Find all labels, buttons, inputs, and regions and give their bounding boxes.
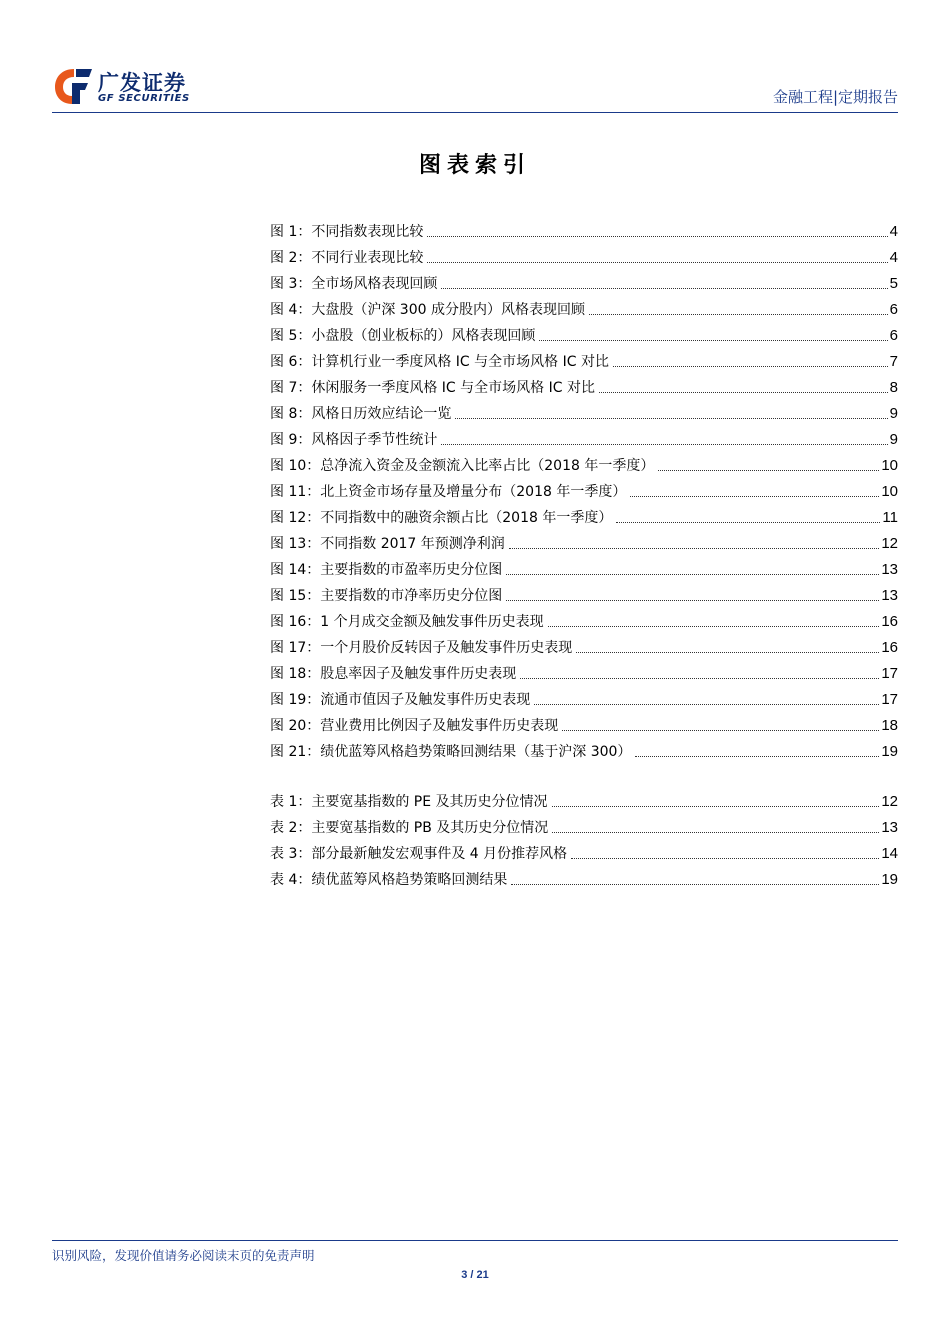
- footer-divider: [52, 1240, 898, 1241]
- gf-securities-logo: [52, 66, 212, 110]
- toc-dot-leader: [635, 756, 879, 757]
- toc-dot-leader: [548, 626, 880, 627]
- toc-entry-page: 18: [881, 717, 898, 734]
- toc-entry-figure-3[interactable]: [270, 267, 898, 293]
- toc-entry-page: 12: [881, 793, 898, 810]
- toc-dot-leader: [658, 470, 879, 471]
- toc-entry-page: 10: [881, 457, 898, 474]
- toc-entry-page: 17: [881, 665, 898, 682]
- toc-entry-page: 13: [881, 819, 898, 836]
- toc-entry-page: 17: [881, 691, 898, 708]
- toc-dot-leader: [506, 574, 879, 575]
- toc-entry-figure-17[interactable]: [270, 631, 898, 657]
- toc-entry-page: 12: [881, 535, 898, 552]
- toc-entry-page: 11: [882, 509, 898, 526]
- toc-entry-label: 图 14：主要指数的市盈率历史分位图: [270, 562, 503, 578]
- toc-entry-label: 图 16：1 个月成交金额及触发事件历史表现: [270, 614, 544, 630]
- toc-entry-figure-16[interactable]: [270, 605, 898, 631]
- toc-entry-table-2[interactable]: [270, 811, 898, 837]
- toc-entry-label: 图 9：风格因子季节性统计: [270, 432, 438, 448]
- footer-disclaimer: 识别风险，发现价值请务必阅读末页的免责声明: [52, 1248, 315, 1263]
- toc-entry-figure-9[interactable]: [270, 423, 898, 449]
- toc-dot-leader: [630, 496, 879, 497]
- toc-entry-figure-18[interactable]: [270, 657, 898, 683]
- page-header: [52, 66, 898, 114]
- toc-entry-figure-2[interactable]: [270, 241, 898, 267]
- toc-dot-leader: [455, 418, 887, 419]
- toc-entry-label: 图 6：计算机行业一季度风格 IC 与全市场风格 IC 对比: [270, 354, 609, 370]
- toc-dot-leader: [520, 678, 879, 679]
- toc-dot-leader: [534, 704, 879, 705]
- toc-entry-figure-6[interactable]: [270, 345, 898, 371]
- toc-entry-figure-4[interactable]: [270, 293, 898, 319]
- toc-dot-leader: [511, 884, 879, 885]
- toc-entry-label: 图 10：总净流入资金及金额流入比率占比（2018 年一季度）: [270, 458, 655, 474]
- toc-dot-leader: [552, 832, 879, 833]
- toc-entry-page: 7: [889, 353, 898, 370]
- toc-entry-page: 10: [881, 483, 898, 500]
- toc-entry-label: 图 18：股息率因子及触发事件历史表现: [270, 666, 517, 682]
- toc-dot-leader: [576, 652, 879, 653]
- toc-entry-label: 图 3：全市场风格表现回顾: [270, 276, 438, 292]
- toc-entry-page: 19: [881, 871, 898, 888]
- toc-entry-table-4[interactable]: [270, 863, 898, 889]
- toc-entry-figure-21[interactable]: [270, 735, 898, 761]
- toc-entry-page: 6: [889, 327, 898, 344]
- toc-dot-leader: [539, 340, 887, 341]
- toc-dot-leader: [613, 366, 888, 367]
- toc-entry-label: 图 20：营业费用比例因子及触发事件历史表现: [270, 718, 559, 734]
- toc-entry-figure-13[interactable]: [270, 527, 898, 553]
- toc-entry-page: 9: [889, 405, 898, 422]
- toc-entry-figure-5[interactable]: [270, 319, 898, 345]
- toc-dot-leader: [441, 444, 887, 445]
- toc-dot-leader: [506, 600, 879, 601]
- toc-dot-leader: [616, 522, 880, 523]
- toc-entry-page: 16: [881, 613, 898, 630]
- toc-entry-table-1[interactable]: [270, 785, 898, 811]
- toc-entry-page: 19: [881, 743, 898, 760]
- toc-entry-figure-1[interactable]: [270, 215, 898, 241]
- toc-dot-leader: [599, 392, 888, 393]
- toc-entry-figure-19[interactable]: [270, 683, 898, 709]
- toc-entry-label: 表 4：绩优蓝筹风格趋势策略回测结果: [270, 872, 508, 888]
- toc-dot-leader: [427, 262, 887, 263]
- toc-entry-figure-8[interactable]: [270, 397, 898, 423]
- toc-dot-leader: [562, 730, 879, 731]
- toc-entry-label: 图 11：北上资金市场存量及增量分布（2018 年一季度）: [270, 484, 627, 500]
- toc-entry-page: 13: [881, 587, 898, 604]
- toc-entry-label: 表 1：主要宽基指数的 PE 及其历史分位情况: [270, 794, 548, 810]
- toc-entry-label: 图 7：休闲服务一季度风格 IC 与全市场风格 IC 对比: [270, 380, 595, 396]
- toc-entry-page: 13: [881, 561, 898, 578]
- page-number: 3 / 21: [461, 1269, 489, 1281]
- toc-entry-label: 图 15：主要指数的市净率历史分位图: [270, 588, 503, 604]
- toc-entry-label: 图 1：不同指数表现比较: [270, 224, 424, 240]
- toc-entry-page: 4: [889, 223, 898, 240]
- toc-dot-leader: [509, 548, 880, 549]
- toc-entry-label: 图 5：小盘股（创业板标的）风格表现回顾: [270, 328, 536, 344]
- toc-entry-label: 表 3：部分最新触发宏观事件及 4 月份推荐风格: [270, 846, 568, 862]
- toc-dot-leader: [552, 806, 880, 807]
- toc-entry-label: 图 4：大盘股（沪深 300 成分股内）风格表现回顾: [270, 302, 585, 318]
- toc-entry-figure-7[interactable]: [270, 371, 898, 397]
- toc-dot-leader: [427, 236, 887, 237]
- header-divider: [52, 112, 898, 113]
- toc-entry-page: 14: [881, 845, 898, 862]
- table-of-figures: [270, 215, 898, 889]
- toc-entry-page: 5: [889, 275, 898, 292]
- toc-entry-label: 表 2：主要宽基指数的 PB 及其历史分位情况: [270, 820, 549, 836]
- toc-entry-label: 图 8：风格日历效应结论一览: [270, 406, 452, 422]
- section-gap: [270, 761, 898, 785]
- toc-entry-label: 图 13：不同指数 2017 年预测净利润: [270, 536, 505, 552]
- toc-entry-figure-10[interactable]: [270, 449, 898, 475]
- toc-entry-page: 16: [881, 639, 898, 656]
- toc-entry-table-3[interactable]: [270, 837, 898, 863]
- toc-entry-label: 图 2：不同行业表现比较: [270, 250, 424, 266]
- toc-entry-page: 9: [889, 431, 898, 448]
- report-type: 金融工程|定期报告: [772, 88, 898, 106]
- logo-english-name: GF SECURITIES: [98, 93, 190, 104]
- gf-logo-icon: [52, 66, 94, 106]
- page-title: 图表索引: [418, 153, 531, 178]
- toc-entry-page: 6: [889, 301, 898, 318]
- toc-entry-page: 4: [889, 249, 898, 266]
- toc-entry-figure-20[interactable]: [270, 709, 898, 735]
- toc-entry-label: 图 12：不同指数中的融资余额占比（2018 年一季度）: [270, 510, 613, 526]
- toc-dot-leader: [571, 858, 879, 859]
- toc-entry-figure-11[interactable]: [270, 475, 898, 501]
- toc-entry-label: 图 21：绩优蓝筹风格趋势策略回测结果（基于沪深 300）: [270, 744, 632, 760]
- logo-chinese-name: 广发证券: [98, 71, 186, 95]
- toc-entry-label: 图 17：一个月股价反转因子及触发事件历史表现: [270, 640, 573, 656]
- toc-entry-figure-12[interactable]: [270, 501, 898, 527]
- toc-entry-figure-15[interactable]: [270, 579, 898, 605]
- toc-dot-leader: [589, 314, 888, 315]
- toc-entry-page: 8: [889, 379, 898, 396]
- toc-dot-leader: [441, 288, 887, 289]
- toc-entry-label: 图 19：流通市值因子及触发事件历史表现: [270, 692, 531, 708]
- toc-entry-figure-14[interactable]: [270, 553, 898, 579]
